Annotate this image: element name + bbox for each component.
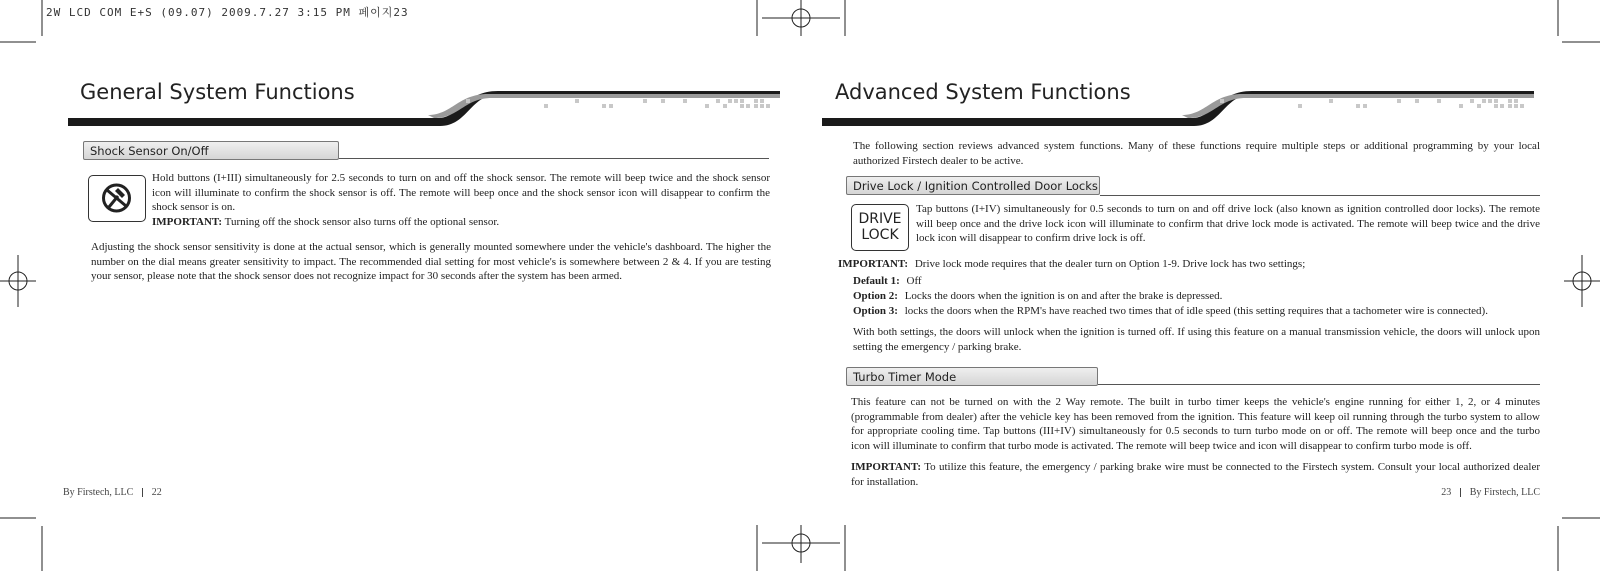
shock-sensor-section-tab: Shock Sensor On/Off <box>83 141 339 160</box>
drive-lock-option-3 <box>853 304 1488 319</box>
drive-lock-option-2 <box>853 289 1222 304</box>
shock-sensor-important <box>152 215 770 230</box>
right-footer-brand: By Firstech, LLC <box>1469 487 1540 498</box>
option-text: locks the doors when the RPM's have reached two times that of idle speed (this setting requires that a tachometer wire is connected). <box>904 305 1488 317</box>
option-label: Default 1: <box>853 275 900 287</box>
drive-lock-instructions: Tap buttons (I+IV) simultaneously for 0.5 seconds to turn on and off drive lock (also known as ignition controlled door locks). The remote will beep once and the drive lock icon will illuminate to confirm that drive lock mode is activated. The remote will beep twice and the drive lock icon will disappear to confirm drive lock is off. <box>916 203 1540 245</box>
turbo-important-text: To utilize this feature, the emergency / parking brake wire must be connected to the Firstech system. Consult your local authorized dealer for installation. <box>851 461 1540 488</box>
option-text: Off <box>906 275 922 287</box>
print-slug: 2W LCD COM E+S (09.07) 2009.7.27 3:15 PM 페이지23 <box>46 6 409 19</box>
shock-sensor-off-icon-graphic <box>89 176 144 220</box>
drive-lock-important-label: IMPORTANT: <box>838 258 909 270</box>
shock-sensor-sensitivity-text: Adjusting the shock sensor sensitivity is done at the actual sensor, which is generally mounted somewhere under the vehicle's dashboard. The higher the number on the dial means greater sensitivity to impact. The recommended dial setting for most vehicle's is somewhere between 2 & 4. If you are testing your sensor, please note that the shock sensor does not recognize impact for 30 seconds after the system has been armed. <box>91 241 771 283</box>
important-label: IMPORTANT: <box>152 216 223 228</box>
left-footer-brand: By Firstech, LLC <box>63 487 134 498</box>
right-footer <box>1441 487 1540 498</box>
turbo-timer-important <box>851 460 1540 489</box>
drive-lock-option-default <box>853 274 922 289</box>
drive-lock-section-rule <box>1100 195 1540 196</box>
drive-lock-important <box>838 257 1305 272</box>
drive-lock-section-tab: Drive Lock / Ignition Controlled Door Locks <box>846 176 1100 195</box>
left-footer <box>63 487 162 498</box>
turbo-timer-section-tab: Turbo Timer Mode <box>846 367 1098 386</box>
drive-lock-important-text: Drive lock mode requires that the dealer turn on Option 1-9. Drive lock has two settings; <box>914 258 1306 270</box>
turbo-timer-section-rule <box>1098 384 1540 385</box>
drive-lock-icon-line2: LOCK <box>861 227 899 243</box>
option-text: Locks the doors when the ignition is on and after the brake is depressed. <box>904 290 1223 302</box>
important-text: Turning off the shock sensor also turns off the optional sensor. <box>224 216 500 228</box>
drive-lock-unlock-text: With both settings, the doors will unlock when the ignition is turned off. If using this feature on a manual transmission vehicle, the doors will unlock upon setting the emergency / parking brake. <box>853 326 1540 353</box>
shock-sensor-section-rule <box>339 158 769 159</box>
option-label: Option 2: <box>853 290 898 302</box>
option-label: Option 3: <box>853 305 898 317</box>
shock-sensor-off-icon <box>88 175 146 222</box>
turbo-timer-description: This feature can not be turned on with the 2 Way remote. The built in turbo timer keeps the vehicle's engine running for either 1, 2, or 4 minutes (programmable from dealer) after the vehicle key has been removed from the ignition. This feature will keep oil running through the turbo system to allow for appropriate cooling time. Tap buttons (III+IV) simultaneously for 0.5 seconds to turn turbo mode on or off. The remote will beep once and the turbo icon will illuminate to confirm that turbo mode is activated. The remote will beep twice and icon will disappear to confirm turbo mode is off. <box>851 396 1540 453</box>
footer-divider <box>1460 488 1462 497</box>
left-page-title: General System Functions <box>80 80 355 104</box>
advanced-functions-intro: The following section reviews advanced system functions. Many of these functions require multiple steps or additional programming by your local authorized Firstech dealer to be active. <box>853 140 1540 167</box>
left-footer-page-number: 22 <box>151 487 162 498</box>
right-page-title: Advanced System Functions <box>835 80 1131 104</box>
right-footer-page-number: 23 <box>1441 487 1452 498</box>
drive-lock-icon <box>851 204 909 251</box>
drive-lock-icon-line1: DRIVE <box>858 211 902 227</box>
footer-divider <box>142 488 144 497</box>
shock-sensor-instructions: Hold buttons (I+III) simultaneously for 2.5 seconds to turn on and off the shock sensor. The remote will beep twice and the shock sensor icon will illuminate to confirm the shock sensor is off. The remote will beep once and the shock sensor icon will disappear to confirm the shock sensor is on. <box>152 172 770 214</box>
turbo-important-label: IMPORTANT: <box>851 461 922 473</box>
